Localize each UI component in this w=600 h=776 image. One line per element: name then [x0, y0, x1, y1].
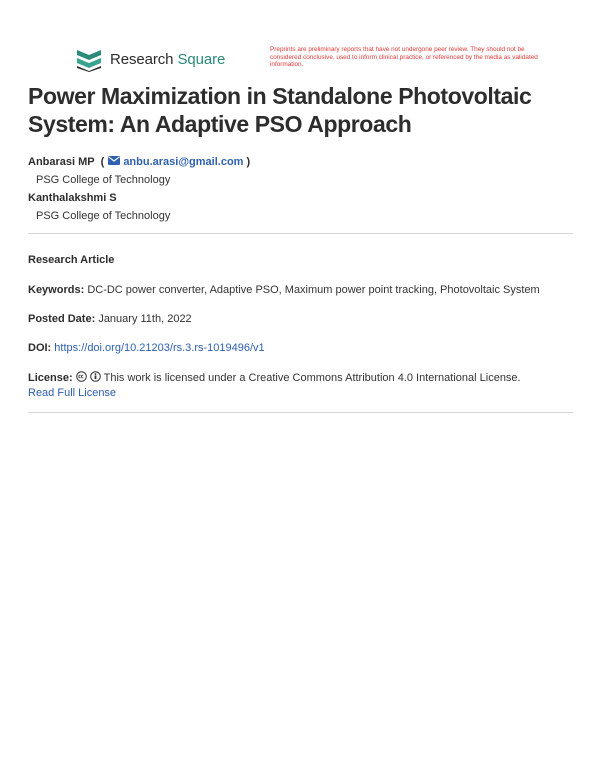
doi-label: DOI:	[28, 342, 52, 354]
divider-bottom	[28, 412, 573, 413]
research-square-logo[interactable]	[74, 46, 225, 72]
logo-word-research: Research	[110, 50, 174, 68]
license-text: This work is licensed under a Creative Commons Attribution 4.0 International License.	[103, 372, 521, 384]
author-1	[28, 153, 573, 171]
paper-title: Power Maximization in Standalone Photovoltaic System: An Adaptive PSO Approach	[28, 83, 532, 137]
posted-date-label: Posted Date:	[28, 313, 96, 325]
license	[28, 371, 573, 401]
author-2-name: Kanthalakshmi S	[28, 192, 117, 204]
article-type-label: Research Article	[28, 254, 115, 266]
author-1-close-paren: )	[246, 156, 251, 168]
keywords-value: DC-DC power converter, Adaptive PSO, Maximum power point tracking, Photovoltaic System	[87, 284, 540, 296]
posted-date-value: January 11th, 2022	[98, 313, 192, 325]
read-full-license-link[interactable]: Read Full License	[28, 387, 117, 399]
page-header	[74, 46, 544, 76]
license-label: License:	[28, 372, 73, 384]
doi-link[interactable]: https://doi.org/10.21203/rs.3.rs-1019496/v1	[54, 342, 265, 354]
author-1-email-link[interactable]	[108, 153, 243, 171]
keywords	[28, 283, 573, 298]
keywords-label: Keywords:	[28, 284, 85, 296]
logo-word-square: Square	[177, 50, 226, 68]
author-1-email: anbu.arasi@gmail.com	[123, 156, 244, 168]
posted-date	[28, 312, 573, 327]
article-type	[28, 253, 573, 268]
author-1-affiliation: PSG College of Technology	[36, 174, 171, 186]
author-list	[28, 153, 573, 225]
divider-top	[28, 233, 573, 234]
research-square-logo-icon	[74, 46, 104, 72]
attribution-icon[interactable]	[90, 371, 101, 382]
doi	[28, 341, 573, 356]
author-1-name: Anbarasi MP	[28, 156, 95, 168]
logo-text	[110, 51, 225, 68]
author-2-affiliation: PSG College of Technology	[36, 210, 171, 222]
creative-commons-icon[interactable]	[76, 371, 87, 382]
author-1-open-paren: (	[100, 156, 105, 168]
mail-icon	[108, 156, 120, 165]
author-2	[28, 189, 573, 207]
preprint-notice: Preprints are preliminary reports that have not undergone peer review. They should not be considered conclusive, used to inform clinical practice, or referenced by the media as validated information.	[270, 46, 538, 69]
